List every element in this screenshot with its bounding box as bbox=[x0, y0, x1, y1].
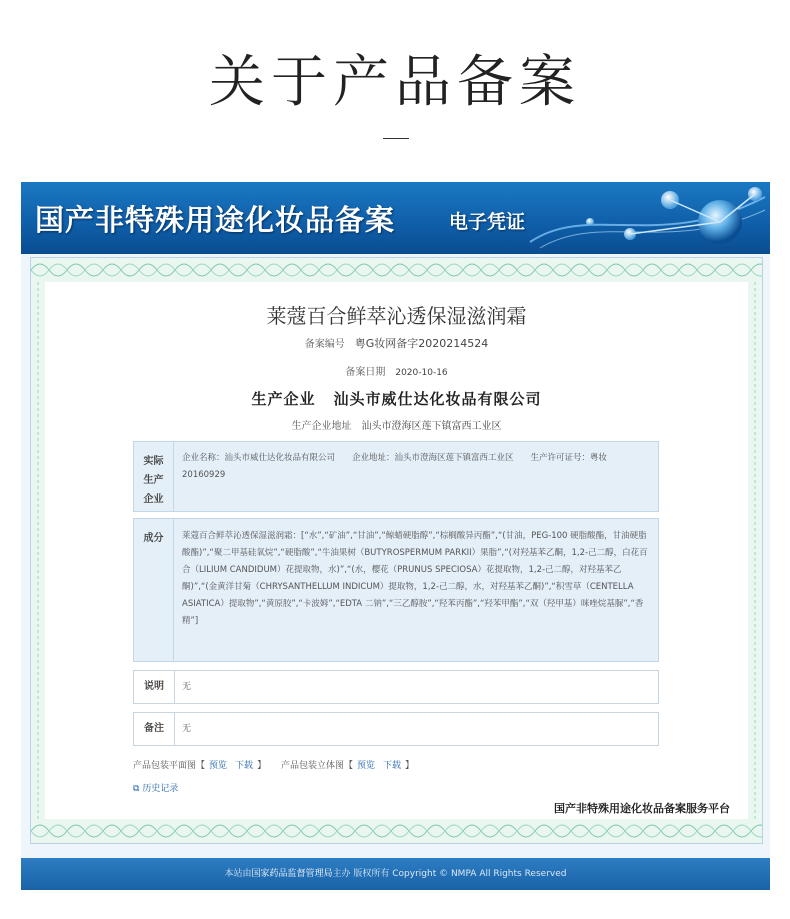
ingredients-label bbox=[134, 519, 174, 661]
ingredients-box bbox=[133, 518, 659, 662]
certificate-body bbox=[30, 257, 763, 844]
banner-title: 国产非特殊用途化妆品备案 bbox=[35, 203, 396, 237]
producer-address-label: 生产企业地址 bbox=[291, 421, 352, 432]
flat-preview-link[interactable]: 预览 bbox=[209, 761, 228, 771]
note-value: 无 bbox=[182, 682, 192, 692]
producer-row bbox=[31, 388, 762, 409]
label-line: 生产 bbox=[143, 475, 164, 486]
producer-label: 生产企业 bbox=[251, 390, 316, 408]
title-divider bbox=[383, 138, 409, 139]
actual-producer-box bbox=[133, 441, 659, 512]
record-number-row bbox=[31, 335, 762, 351]
producer-address-row bbox=[31, 417, 762, 432]
producer-address: 汕头市澄海区莲下镇富西工业区 bbox=[361, 421, 502, 432]
footer-org: 国家药品监督管理局 bbox=[251, 869, 333, 879]
solid-preview-link[interactable]: 预览 bbox=[356, 761, 375, 771]
label-line: 企业 bbox=[143, 494, 164, 505]
banner-subtitle: 电子凭证 bbox=[449, 211, 526, 233]
record-number-label: 备案编号 bbox=[304, 339, 345, 350]
ingredients-label-text: 成分 bbox=[143, 533, 164, 544]
history-icon: ⧉ bbox=[133, 784, 140, 794]
record-date-row bbox=[31, 363, 762, 378]
footer bbox=[21, 858, 770, 890]
footer-suffix: 主办 版权所有 Copyright © NMPA All Rights Reserved bbox=[332, 869, 567, 879]
record-date: 2020-10-16 bbox=[395, 368, 448, 378]
platform-name: 国产非特殊用途化妆品备案服务平台 bbox=[554, 802, 730, 815]
note-box bbox=[133, 670, 659, 704]
solid-image-label: 产品包装立体图 bbox=[280, 761, 344, 771]
record-date-label: 备案日期 bbox=[345, 367, 386, 378]
record-number: 粤G妆网备字2020214524 bbox=[354, 337, 489, 350]
guilloche-border-bottom bbox=[31, 819, 762, 843]
guilloche-border-top bbox=[31, 258, 762, 282]
solid-download-link[interactable]: 下载 bbox=[382, 761, 401, 771]
ingredients-text: 莱蔻百合鲜萃沁透保湿滋润霜：[“水”,“矿油”,“甘油”,“鲸蜡硬脂醇”,“棕榈酸异丙酯”,“(甘油，PEG-100 硬脂酸酯，甘油硬脂酸酯)”,“聚二甲基硅氧烷”,“硬脂酸”,“牛油果树（BUTYROSPERMUM PARKII）果脂”,“(对羟基苯乙酮，1,2-己二醇，白花百合（LILIUM CANDIDUM）花提取物，水)”,“(水，樱花（PRUNUS SPECIOSA）花提取物，1,2-己二醇，对羟基苯乙酮)”,“(金黄洋甘菊（CHRYSANTHELLUM INDICUM）提取物，1,2-己二醇，水，对羟基苯乙酮)”,“积雪草（CENTELLA ASIATICA）提取物”,“黄原胶”,“卡波姆”,“EDTA 二钠”,“三乙醇胺”,“羟苯丙酯”,“羟苯甲酯”,“双（羟甲基）咪唑烷基脲”,“香精”] bbox=[182, 531, 648, 626]
history-label: 历史记录 bbox=[142, 784, 179, 794]
label-line: 实际 bbox=[143, 456, 164, 467]
producer-name: 汕头市威仕达化妆品有限公司 bbox=[333, 390, 542, 408]
molecule-decoration-icon bbox=[510, 182, 770, 254]
product-name: 莱蔻百合鲜萃沁透保湿滋润霜 bbox=[266, 304, 527, 328]
note-label: 说明 bbox=[134, 671, 175, 703]
flat-image-label: 产品包装平面图 bbox=[133, 761, 197, 771]
remark-label: 备注 bbox=[134, 713, 175, 745]
flat-download-link[interactable]: 下载 bbox=[235, 761, 254, 771]
certificate-frame bbox=[21, 182, 770, 890]
remark-box bbox=[133, 712, 659, 746]
banner bbox=[21, 182, 770, 254]
package-links: 产品包装平面图【 预览 下载 】 产品包装立体图【 预览 下载 】 bbox=[133, 761, 415, 771]
actual-producer-text: 企业名称：汕头市威仕达化妆品有限公司 企业地址：汕头市澄海区莲下镇富西工业区 生产许可证号：粤妆 20160929 bbox=[182, 453, 608, 480]
page-title: 关于产品备案 bbox=[209, 50, 581, 115]
actual-producer-label bbox=[134, 442, 174, 511]
remark-value: 无 bbox=[182, 724, 192, 734]
history-link[interactable] bbox=[133, 781, 178, 794]
footer-prefix: 本站由 bbox=[224, 869, 252, 879]
